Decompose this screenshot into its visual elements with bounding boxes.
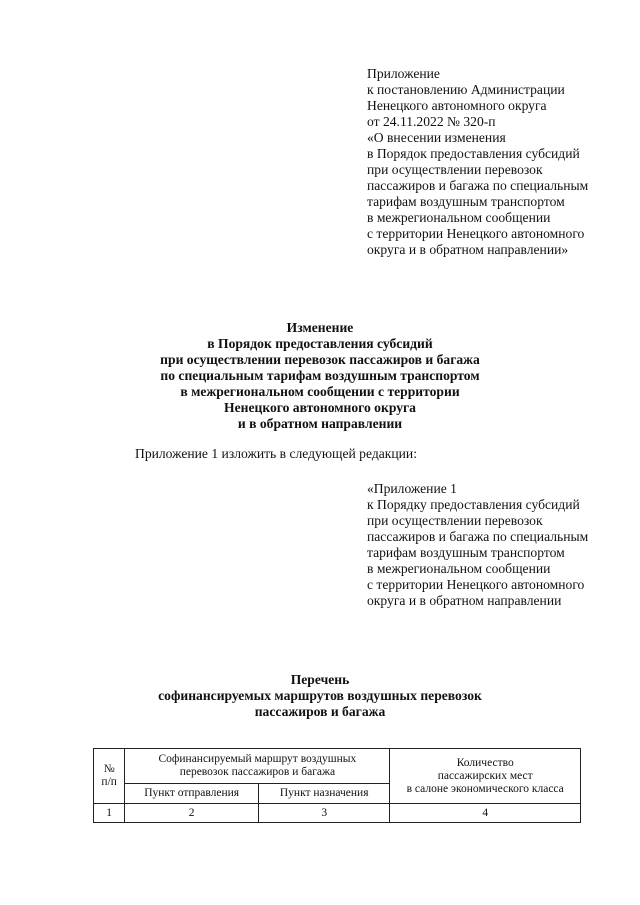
appendix1-header-line: «Приложение 1 — [367, 481, 457, 496]
appendix1-header-line: к Порядку предоставления субсидий — [367, 497, 580, 512]
table-row — [94, 804, 581, 823]
list-title — [100, 672, 540, 720]
appendix1-header-line: пассажиров и багажа по специальным — [367, 529, 589, 544]
appendix-header-line: в межрегиональном сообщении — [367, 210, 551, 225]
appendix-header — [367, 66, 632, 258]
appendix1-header-line: при осуществлении перевозок — [367, 513, 543, 528]
change-title-line: в межрегиональном сообщении с территории — [180, 384, 460, 399]
appendix-header-line: к постановлению Администрации — [367, 82, 565, 97]
appendix-header-line: в Порядок предоставления субсидий — [367, 146, 580, 161]
table-cell: 3 — [258, 804, 389, 823]
appendix1-header-line: тарифам воздушным транспортом — [367, 545, 565, 560]
change-title-line: Изменение — [286, 320, 354, 335]
appendix-header-line: пассажиров и багажа по специальным — [367, 178, 589, 193]
list-title-line: Перечень — [290, 672, 350, 687]
change-title-line: в Порядок предоставления субсидий — [207, 336, 433, 351]
appendix-header-line: при осуществлении перевозок — [367, 162, 543, 177]
col-route-header: Софинансируемый маршрут воздушных перевозок пассажиров и багажа — [125, 749, 390, 784]
col-departure-header: Пункт отправления — [125, 784, 259, 804]
list-title-line: пассажиров и багажа — [254, 704, 386, 719]
list-title-line: софинансируемых маршрутов воздушных перевозок — [158, 688, 482, 703]
appendix-header-line: с территории Ненецкого автономного — [367, 226, 585, 241]
change-title-line: при осуществлении перевозок пассажиров и багажа — [160, 352, 480, 367]
appendix1-header-line: округа и в обратном направлении — [367, 593, 562, 608]
intro-text: Приложение 1 изложить в следующей редакции: — [135, 446, 417, 461]
change-title-line: и в обратном направлении — [237, 416, 403, 431]
table-header-row — [94, 749, 581, 784]
appendix-header-line: Ненецкого автономного округа — [367, 98, 547, 113]
change-title-line: Ненецкого автономного округа — [224, 400, 416, 415]
appendix-header-line: округа и в обратном направлении» — [367, 242, 569, 257]
change-title — [100, 320, 540, 432]
table-cell: 2 — [125, 804, 259, 823]
change-title-line: по специальным тарифам воздушным транспортом — [160, 368, 480, 383]
col-destination-header: Пункт назначения — [258, 784, 389, 804]
col-seats-header: Количество пассажирских мест в салоне экономического класса — [390, 749, 581, 804]
appendix-header-line: Приложение — [367, 66, 440, 81]
appendix-header-line: от 24.11.2022 № 320-п — [367, 114, 496, 129]
appendix1-header-line: в межрегиональном сообщении — [367, 561, 551, 576]
col-number-header: № п/п — [94, 749, 125, 804]
appendix-header-line: тарифам воздушным транспортом — [367, 194, 565, 209]
appendix1-header — [367, 481, 632, 609]
appendix-header-line: «О внесении изменения — [367, 130, 506, 145]
table-cell: 1 — [94, 804, 125, 823]
table-cell: 4 — [390, 804, 581, 823]
routes-table — [93, 748, 581, 823]
appendix1-header-line: с территории Ненецкого автономного — [367, 577, 585, 592]
